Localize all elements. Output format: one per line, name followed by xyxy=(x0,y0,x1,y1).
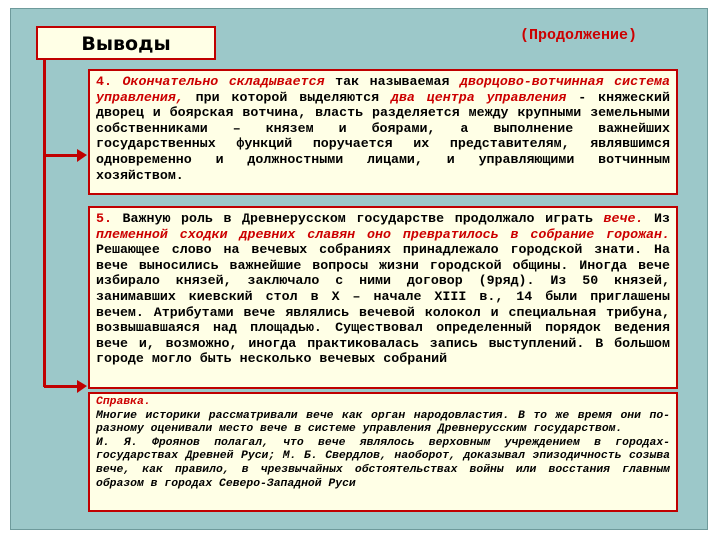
point5-box xyxy=(88,206,678,389)
reference-line2: И. Я. Фроянов полагал, что вече являлось верховным учреждением в городах-государствах Древней Руси; М. Б. Свердлов, наоборот, доказывал эпизодичность созыва вече, как правило, в чрезвычайных обстоятельствах войны или восстания главным образом в городах Северо-Западной Руси xyxy=(96,436,670,490)
point4-text-a: так называемая xyxy=(324,74,460,89)
arrow-to-point4 xyxy=(44,154,78,157)
point5-text-c: Решающее слово на вечевых собраниях принадлежало городской знати. На вече выносились важнейшие вопросы жизни городской общины. Иногда вече избирало князей, заключало с ними договор (9ряд). Из 50 князей, занимавших киевский стол в X – начале XIII в., 14 были приглашены вечем. Атрибутами вече являлись вечевой колокол и специальная трибуна, возвышавшаяся над площадью. Существовал определенный порядок ведения вече и, возможно, иногда практиковалась запись выступлений. В большом городе могло быть несколько вечевых собраний xyxy=(96,242,670,367)
title-box xyxy=(36,26,216,60)
point4-term: дворцово-вотчинная система управления, xyxy=(96,74,671,105)
point5-origin: племенной сходки древних славян оно превратилось в собрание горожан. xyxy=(96,226,670,242)
point4-box xyxy=(88,69,678,195)
point4-centers: два центра управления xyxy=(390,89,567,105)
point4-text-b: при которой выделяются xyxy=(183,89,391,105)
slide-title: Выводы xyxy=(81,33,171,55)
point5-veche: вече. xyxy=(603,211,644,226)
point4-text-c: - княжеский дворец и боярская вотчина, власть разделяется между крупными земельными собственниками – князем и боярами, а выполнение важнейших государственных функций поручается их представителям, являвшимся одновременно и должностными лицами, и управляющими вотчинным хозяйством. xyxy=(96,89,670,183)
slide-subtitle: (Продолжение) xyxy=(520,27,638,44)
connector-line xyxy=(43,60,46,387)
arrow-to-point5 xyxy=(44,385,78,388)
reference-heading: Справка. xyxy=(96,396,151,408)
point4-lead: Окончательно складывается xyxy=(122,74,325,89)
point5-text-a: Важную роль в Древнерусском государстве продолжало играть xyxy=(111,211,604,226)
reference-line1: Многие историки рассматривали вече как орган народовластия. В то же время они по-разному оценивали место вече в системе управления Древнерусским государством. xyxy=(96,409,670,436)
point5-text-b: Из xyxy=(643,211,670,226)
reference-box xyxy=(88,392,678,512)
point4-number: 4. xyxy=(96,74,112,89)
point5-number: 5. xyxy=(96,211,112,226)
